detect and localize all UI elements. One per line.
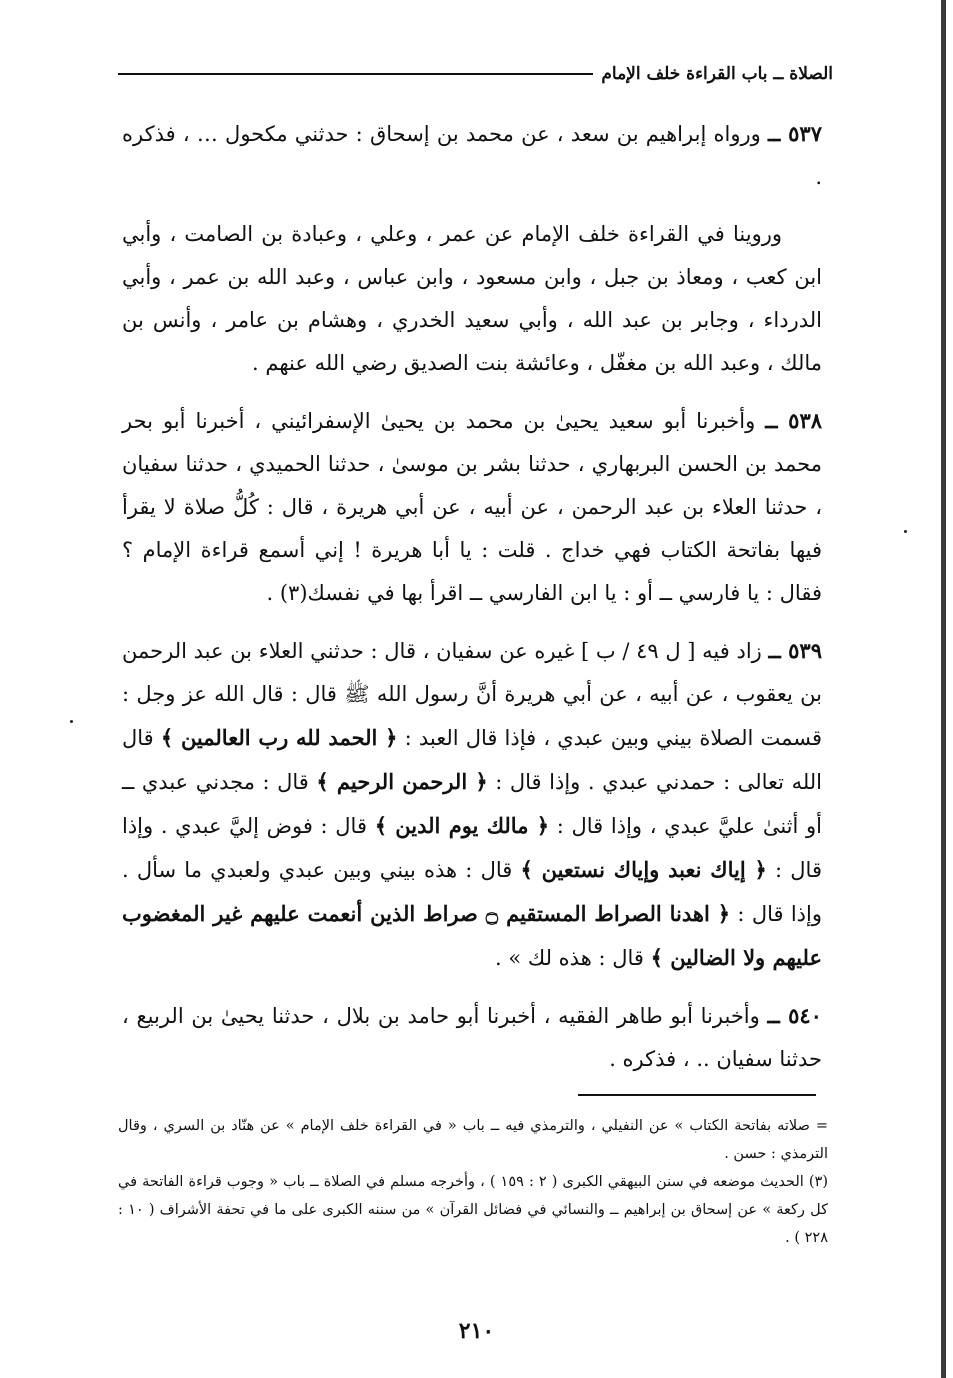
hadith-537 — [122, 112, 822, 199]
hadith-number: ٥٣٧ ــ — [767, 121, 822, 146]
chapter-title: الصلاة ــ باب القراءة خلف الإمام — [601, 64, 833, 84]
running-header — [118, 62, 833, 86]
hadith-text: قال : مجدني عبدي ــ أو أثنىٰ عليَّ عبدي ، وإذا قال : — [122, 770, 823, 838]
quran-quote: ﴿ اهدنا الصراط المستقيم ۝ صراط الذين أنعمت عليهم غير المغضوب عليهم ولا الضالين ﴾ — [122, 901, 822, 970]
narrators-paragraph — [122, 213, 822, 385]
quran-quote: ﴿ مالك يوم الدين ﴾ — [374, 813, 550, 838]
hadith-number: ٥٣٩ ــ — [768, 638, 822, 663]
hadith-538 — [122, 399, 822, 615]
scan-edge — [941, 0, 946, 1378]
hadith-number: ٥٤٠ ــ — [767, 1003, 822, 1028]
hadith-text: وأخبرنا أبو سعيد يحيىٰ بن محمد بن يحيىٰ الإسفرائيني ، أخبرنا أبو بحر محمد بن الحسن البربهاري ، حدثنا بشر بن موسىٰ ، حدثنا الحميدي ، حدثنا سفيان ، حدثنا العلاء بن عبد الرحمن ، عن أبيه ، عن أبي هريرة ، قال : كُلُّ صلاة لا يقرأ فيها بفاتحة الكتاب فهي خداج . قلت : يا أبا هريرة ! إني أسمع قراءة الإمام ؟ فقال : يا فارسي ــ أو : يا ابن الفارسي ــ اقرأ بها في نفسك(٣) . — [122, 409, 822, 605]
footnote-continued: = صلاته بفاتحة الكتاب » عن النفيلي ، والترمذي فيه ــ باب « في القراءة خلف الإمام » عن هنّاد بن السري ، وقال الترمذي : حسن . — [118, 1118, 828, 1162]
hadith-text: قال : فوض إليَّ عبدي . وإذا قال : — [122, 814, 822, 882]
quran-quote: ﴿ الحمد لله رب العالمين ﴾ — [160, 725, 398, 750]
scan-speck — [70, 720, 73, 723]
hadith-540 — [122, 994, 822, 1081]
paragraph-text: وروينا في القراءة خلف الإمام عن عمر ، وعلي ، وعبادة بن الصامت ، وأبي ابن كعب ، ومعاذ بن جبل ، وابن مسعود ، وابن عباس ، وعبد الله بن عمر ، وأبي الدرداء ، وجابر بن عبد الله ، وأبي سعيد الخدري ، وهشام بن عامر ، وأنس بن مالك ، وعبد الله بن مغفّل ، وعائشة بنت الصديق رضي الله عنهم . — [122, 222, 822, 375]
hadith-text: وأخبرنا أبو طاهر الفقيه ، أخبرنا أبو حامد بن بلال ، حدثنا يحيىٰ بن الربيع ، حدثنا سفيان .. ، فذكره . — [122, 1004, 822, 1071]
quran-quote: ﴿ إياك نعبد وإياك نستعين ﴾ — [520, 857, 767, 882]
hadith-text: زاد فيه [ ل ٤٩ / ب ] غيره عن سفيان ، قال : حدثني العلاء بن عبد الرحمن بن يعقوب ، عن أبيه ، عن أبي هريرة أنَّ رسول الله ﷺ قال : قال الله عز وجل : قسمت الصلاة بيني وبين عبدي ، فإذا قال العبد : — [122, 639, 822, 750]
hadith-number: ٥٣٨ ــ — [765, 408, 823, 433]
quran-quote: ﴿ الرحمن الرحيم ﴾ — [316, 769, 488, 794]
header-rule — [118, 73, 593, 75]
hadith-539 — [122, 629, 822, 980]
hadith-text: ورواه إبراهيم بن سعد ، عن محمد بن إسحاق : حدثني مكحول … ، فذكره . — [122, 122, 822, 189]
footnotes — [118, 1112, 828, 1252]
hadith-text: قال : هذه بيني وبين عبدي ولعبدي ما سأل . وإذا قال : — [122, 858, 822, 926]
hadith-text: قال : هذه لك » . — [495, 946, 644, 970]
page-number: ٢١٠ — [458, 1318, 495, 1344]
main-text — [122, 112, 822, 1095]
footnote-3: (٣) الحديث موضعه في سنن البيهقي الكبرى ( ٢ : ١٥٩ ) ، وأخرجه مسلم في الصلاة ــ باب « وجوب قراءة الفاتحة في كل ركعة » عن إسحاق بن إبراهيم ــ والنسائي في فضائل القرآن » من سننه الكبرى على ما في تحفة الأشراف ( ١٠ : ٢٢٨ ) . — [118, 1174, 829, 1246]
hadith-text: قال الله تعالى : حمدني عبدي . وإذا قال : — [122, 726, 823, 794]
scan-speck — [904, 530, 907, 533]
footnote-separator — [578, 1094, 816, 1096]
